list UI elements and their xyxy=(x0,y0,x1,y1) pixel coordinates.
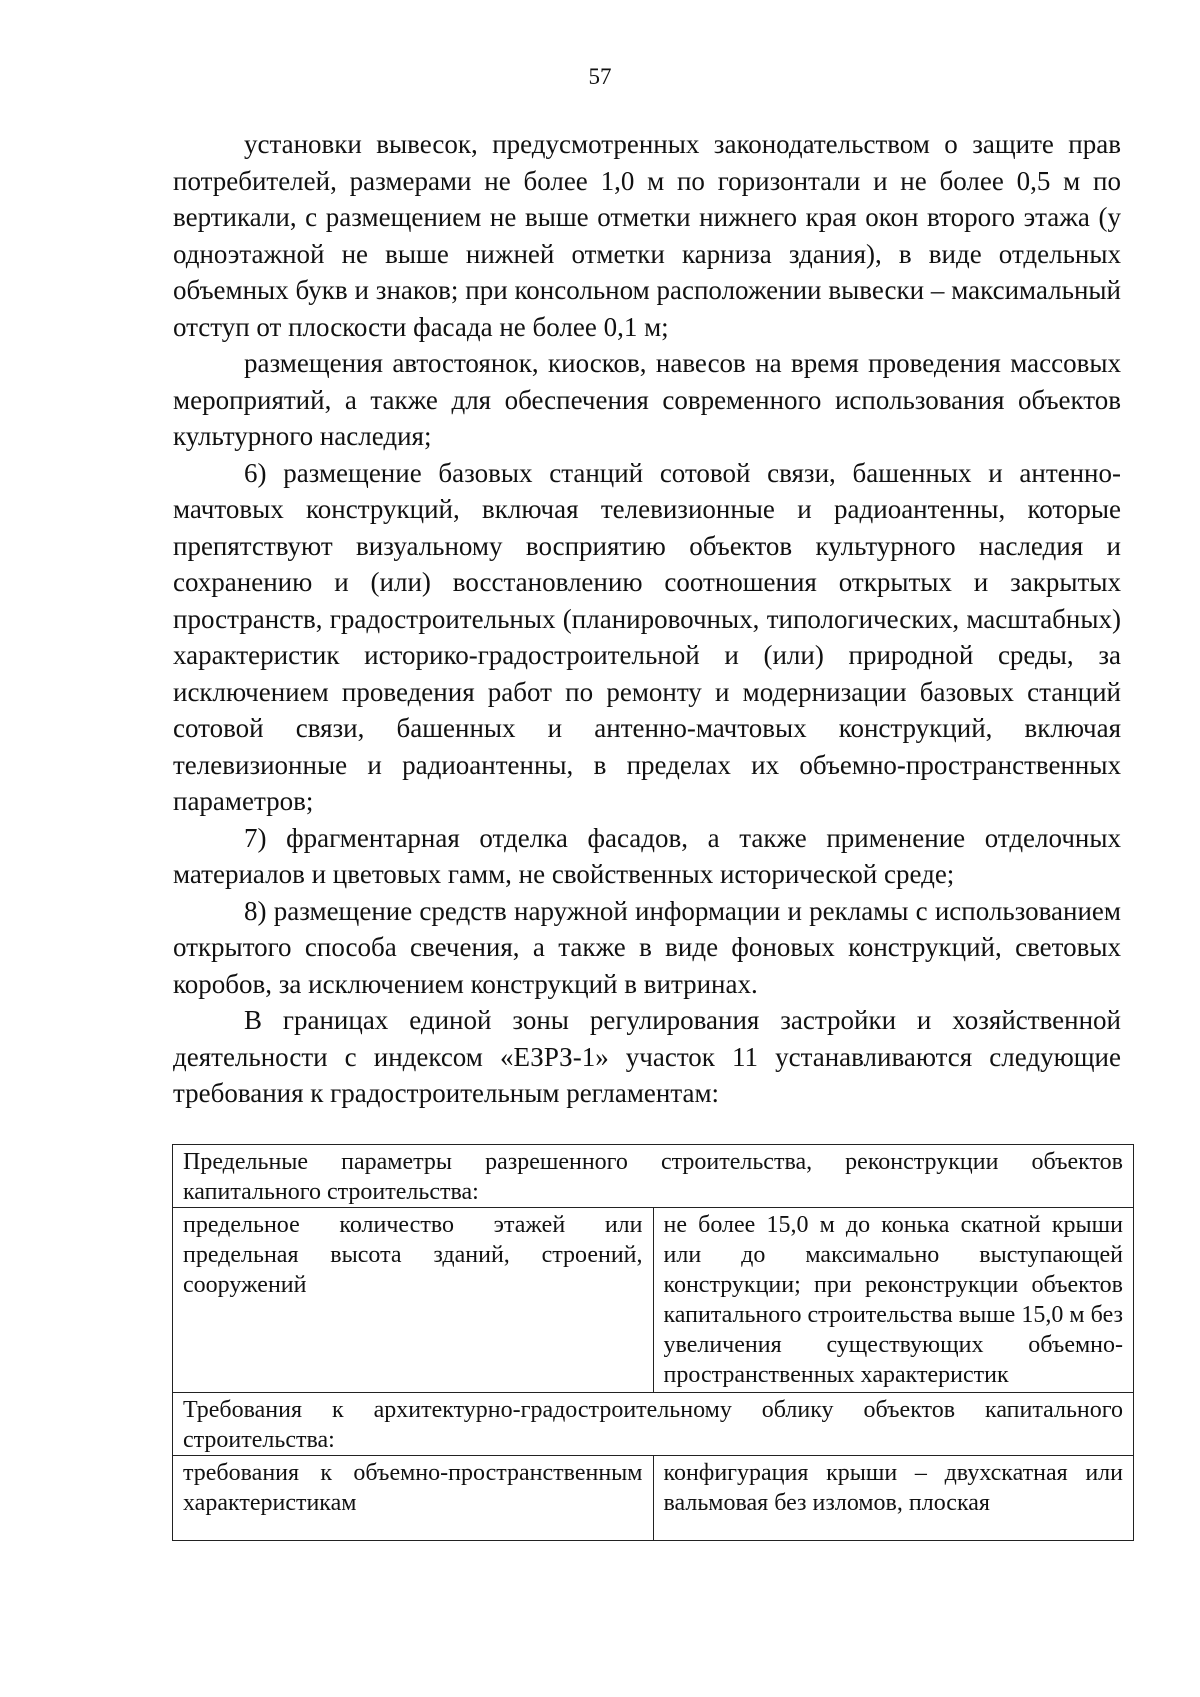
table-section-title: Предельные параметры разрешенного строительства, реконструкции объектов капитального строительства: xyxy=(173,1145,1134,1208)
paragraph-item-7: 7) фрагментарная отделка фасадов, а также применение отделочных материалов и цветовых гамм, не свойственных исторической среде; xyxy=(173,822,1121,889)
table-section-title: Требования к архитектурно-градостроительному облику объектов капитального строительства: xyxy=(173,1393,1134,1456)
paragraph-item-6: 6) размещение базовых станций сотовой связи, башенных и антенно-мачтовых конструкций, включая телевизионные и радиоантенны, которые препятствуют визуальному восприятию объектов культурного наследия и сохранению и (или) восстановлению соотношения открытых и закрытых пространств, градостроительных (планировочных, типологических, масштабных) характеристик историко-градостроительной и (или) природной среды, за исключением проведения работ по ремонту и модернизации базовых станций сотовой связи, башенных и антенно-мачтовых конструкций, включая телевизионные и радиоантенны, в пределах их объемно-пространственных параметров; xyxy=(173,457,1121,816)
table-row xyxy=(173,1393,1134,1456)
document-body xyxy=(173,126,1121,1112)
page-number: 57 xyxy=(588,64,612,89)
paragraph-signage: установки вывесок, предусмотренных законодательством о защите прав потребителей, размерами не более 1,0 м по горизонтали и не более 0,5 м по вертикали, с размещением не выше отметки нижнего края окон второго этажа (у одноэтажной не выше нижней отметки карниза здания), в виде отдельных объемных букв и знаков; при консольном расположении вывески – максимальный отступ от плоскости фасада не более 0,1 м; xyxy=(173,129,1121,342)
paragraph-parking: размещения автостоянок, киосков, навесов на время проведения массовых мероприятий, а также для обеспечения современного использования объектов культурного наследия; xyxy=(173,348,1121,451)
table-cell-parameter: предельное количество этажей или предельная высота зданий, строений, сооружений xyxy=(173,1208,654,1393)
table-cell-value: не более 15,0 м до конька скатной крыши или до максимально выступающей конструкции; при реконструкции объектов капитального строительства выше 15,0 м без увеличения существующих объемно-пространственных характеристик xyxy=(653,1208,1134,1393)
table-row xyxy=(173,1208,1134,1393)
table-row xyxy=(173,1145,1134,1208)
table-row xyxy=(173,1456,1134,1541)
table-cell-parameter: требования к объемно-пространственным характеристикам xyxy=(173,1456,654,1541)
regulations-table xyxy=(172,1144,1134,1541)
paragraph-zone-requirements: В границах единой зоны регулирования застройки и хозяйственной деятельности с индексом «ЕЗРЗ-1» участок 11 устанавливаются следующие требования к градостроительным регламентам: xyxy=(173,1005,1121,1108)
paragraph-item-8: 8) размещение средств наружной информации и рекламы с использованием открытого способа свечения, а также в виде фоновых конструкций, световых коробов, за исключением конструкций в витринах. xyxy=(173,895,1121,999)
table-cell-value: конфигурация крыши – двухскатная или вальмовая без изломов, плоская xyxy=(653,1456,1134,1541)
